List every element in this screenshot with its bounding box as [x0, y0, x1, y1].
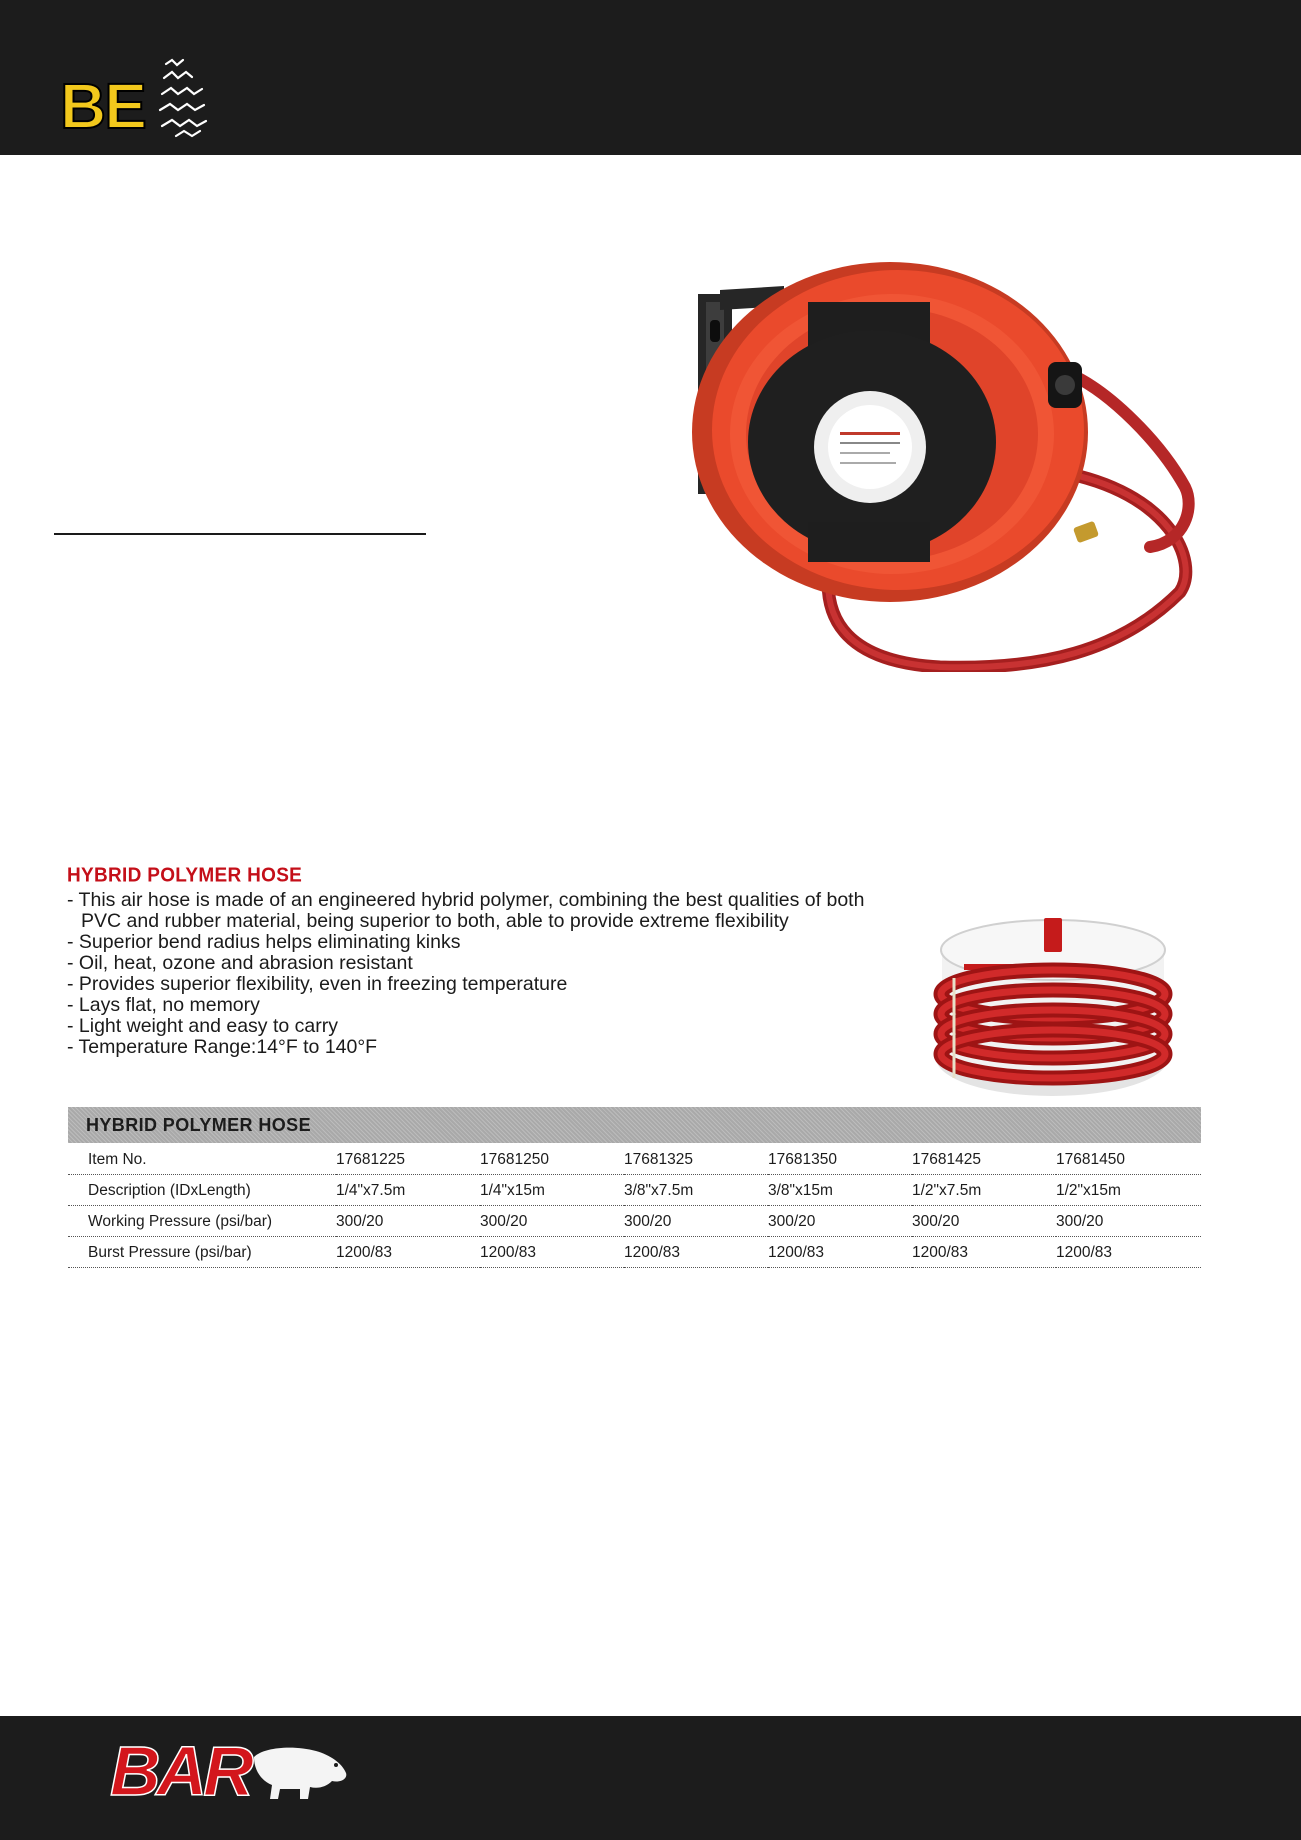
table-row: [68, 1236, 1201, 1267]
table-cell: 300/20: [480, 1205, 624, 1236]
table-cell: 1/2"x7.5m: [912, 1174, 1056, 1205]
feature-item: - Oil, heat, ozone and abrasion resistant: [67, 952, 413, 974]
table-cell: 300/20: [336, 1205, 480, 1236]
table-cell: 1200/83: [912, 1236, 1056, 1267]
table-cell: 1/2"x15m: [1056, 1174, 1201, 1205]
table-cell: 1/4"x15m: [480, 1174, 624, 1205]
table-cell: 17681325: [624, 1143, 768, 1174]
spec-table-header: [68, 1107, 1201, 1143]
bar-logo-text: BAR: [110, 1732, 250, 1810]
spec-table-title: HYBRID POLYMER HOSE: [86, 1114, 311, 1135]
feature-item: - This air hose is made of an engineered hybrid polymer, combining the best qualities of both: [67, 889, 865, 911]
table-cell: 1200/83: [624, 1236, 768, 1267]
table-cell: 1200/83: [336, 1236, 480, 1267]
table-cell: 17681425: [912, 1143, 1056, 1174]
table-cell: 17681450: [1056, 1143, 1201, 1174]
table-cell: 1200/83: [768, 1236, 912, 1267]
feature-item: - Temperature Range:14°F to 140°F: [67, 1036, 378, 1058]
table-row: [68, 1205, 1201, 1236]
feature-item: PVC and rubber material, being superior to both, able to provide extreme flexibility: [81, 910, 789, 932]
table-cell: 1200/83: [1056, 1236, 1201, 1267]
row-label: Description (IDxLength): [68, 1174, 336, 1205]
divider-rule: [54, 533, 426, 535]
table-cell: 3/8"x15m: [768, 1174, 912, 1205]
table-row: [68, 1143, 1201, 1174]
table-cell: 300/20: [768, 1205, 912, 1236]
bar-logo: [104, 1727, 350, 1813]
section-title: HYBRID POLYMER HOSE: [67, 864, 303, 887]
table-cell: 300/20: [624, 1205, 768, 1236]
table-cell: 300/20: [912, 1205, 1056, 1236]
feature-item: - Superior bend radius helps eliminating kinks: [67, 931, 461, 953]
spec-table-body: [68, 1143, 1201, 1268]
hose-reel-image: [680, 262, 1200, 672]
shock-absorber-icon: [156, 56, 218, 140]
table-cell: 1200/83: [480, 1236, 624, 1267]
table-cell: 300/20: [1056, 1205, 1201, 1236]
table-cell: 3/8"x7.5m: [624, 1174, 768, 1205]
feature-item: - Provides superior flexibility, even in freezing temperature: [67, 973, 568, 995]
table-cell: 17681225: [336, 1143, 480, 1174]
row-label: Item No.: [68, 1143, 336, 1174]
table-cell: 17681350: [768, 1143, 912, 1174]
table-cell: 1/4"x7.5m: [336, 1174, 480, 1205]
row-label: Burst Pressure (psi/bar): [68, 1236, 336, 1267]
feature-item: - Lays flat, no memory: [67, 994, 260, 1016]
feature-list: [67, 890, 927, 1058]
table-row: [68, 1174, 1201, 1205]
feature-item: - Light weight and easy to carry: [67, 1015, 338, 1037]
be-logo: [60, 56, 220, 140]
table-cell: 17681250: [480, 1143, 624, 1174]
spec-table: [68, 1107, 1201, 1268]
hose-coil-image: [924, 908, 1180, 1098]
row-label: Working Pressure (psi/bar): [68, 1205, 336, 1236]
polar-bear-icon: [254, 1748, 346, 1799]
be-logo-text: BE: [60, 70, 145, 142]
